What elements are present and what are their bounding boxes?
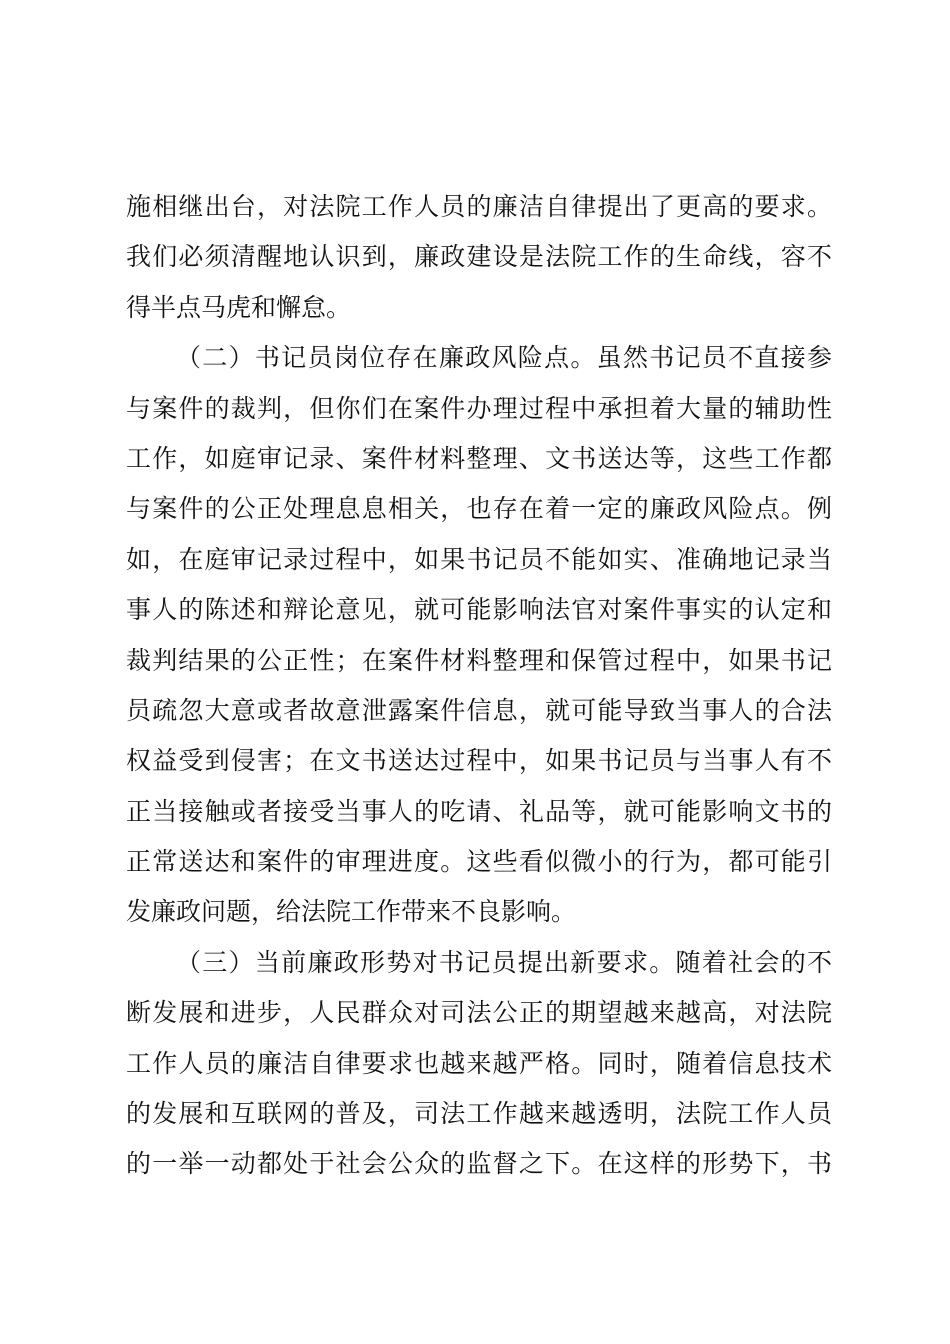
text-line: 我们必须清醒地认识到，廉政建设是法院工作的生命线，容不 (126, 242, 832, 272)
text-line: 工作，如庭审记录、案件材料整理、文书送达等，这些工作都 (126, 443, 832, 473)
text-line: 的发展和互联网的普及，司法工作越来越透明，法院工作人员 (126, 1099, 832, 1129)
paragraph-continuation (126, 182, 832, 333)
document-body (126, 182, 832, 1190)
text-line: 的一举一动都处于社会公众的监督之下。在这样的形势下，书 (126, 1149, 832, 1179)
text-line: 得半点马虎和懈怠。 (126, 292, 352, 322)
text-line: 如，在庭审记录过程中，如果书记员不能如实、准确地记录当 (126, 544, 832, 574)
text-line: 与案件的裁判，但你们在案件办理过程中承担着大量的辅助性 (126, 393, 832, 423)
text-line: 施相继出台，对法院工作人员的廉洁自律提出了更高的要求。 (126, 192, 832, 221)
text-line: 与案件的公正处理息息相关，也存在着一定的廉政风险点。例 (126, 494, 832, 524)
text-line: 发廉政问题，给法院工作带来不良影响。 (126, 897, 577, 927)
paragraph-section-two (126, 333, 832, 938)
text-line: （二）书记员岗位存在廉政风险点。虽然书记员不直接参 (176, 343, 832, 373)
text-line: 断发展和进步，人民群众对司法公正的期望越来越高，对法院 (126, 998, 832, 1028)
text-line: 正常送达和案件的审理进度。这些看似微小的行为，都可能引 (126, 847, 832, 877)
text-line: 事人的陈述和辩论意见，就可能影响法官对案件事实的认定和 (126, 595, 832, 625)
text-line: 正当接触或者接受当事人的吃请、礼品等，就可能影响文书的 (126, 796, 832, 826)
text-line: 权益受到侵害；在文书送达过程中，如果书记员与当事人有不 (126, 746, 832, 776)
paragraph-section-three (126, 938, 832, 1190)
text-line: 工作人员的廉洁自律要求也越来越严格。同时，随着信息技术 (126, 1048, 832, 1078)
text-line: 员疏忽大意或者故意泄露案件信息，就可能导致当事人的合法 (126, 695, 832, 725)
text-line: 裁判结果的公正性；在案件材料整理和保管过程中，如果书记 (126, 645, 832, 675)
text-line: （三）当前廉政形势对书记员提出新要求。随着社会的不 (176, 947, 832, 977)
